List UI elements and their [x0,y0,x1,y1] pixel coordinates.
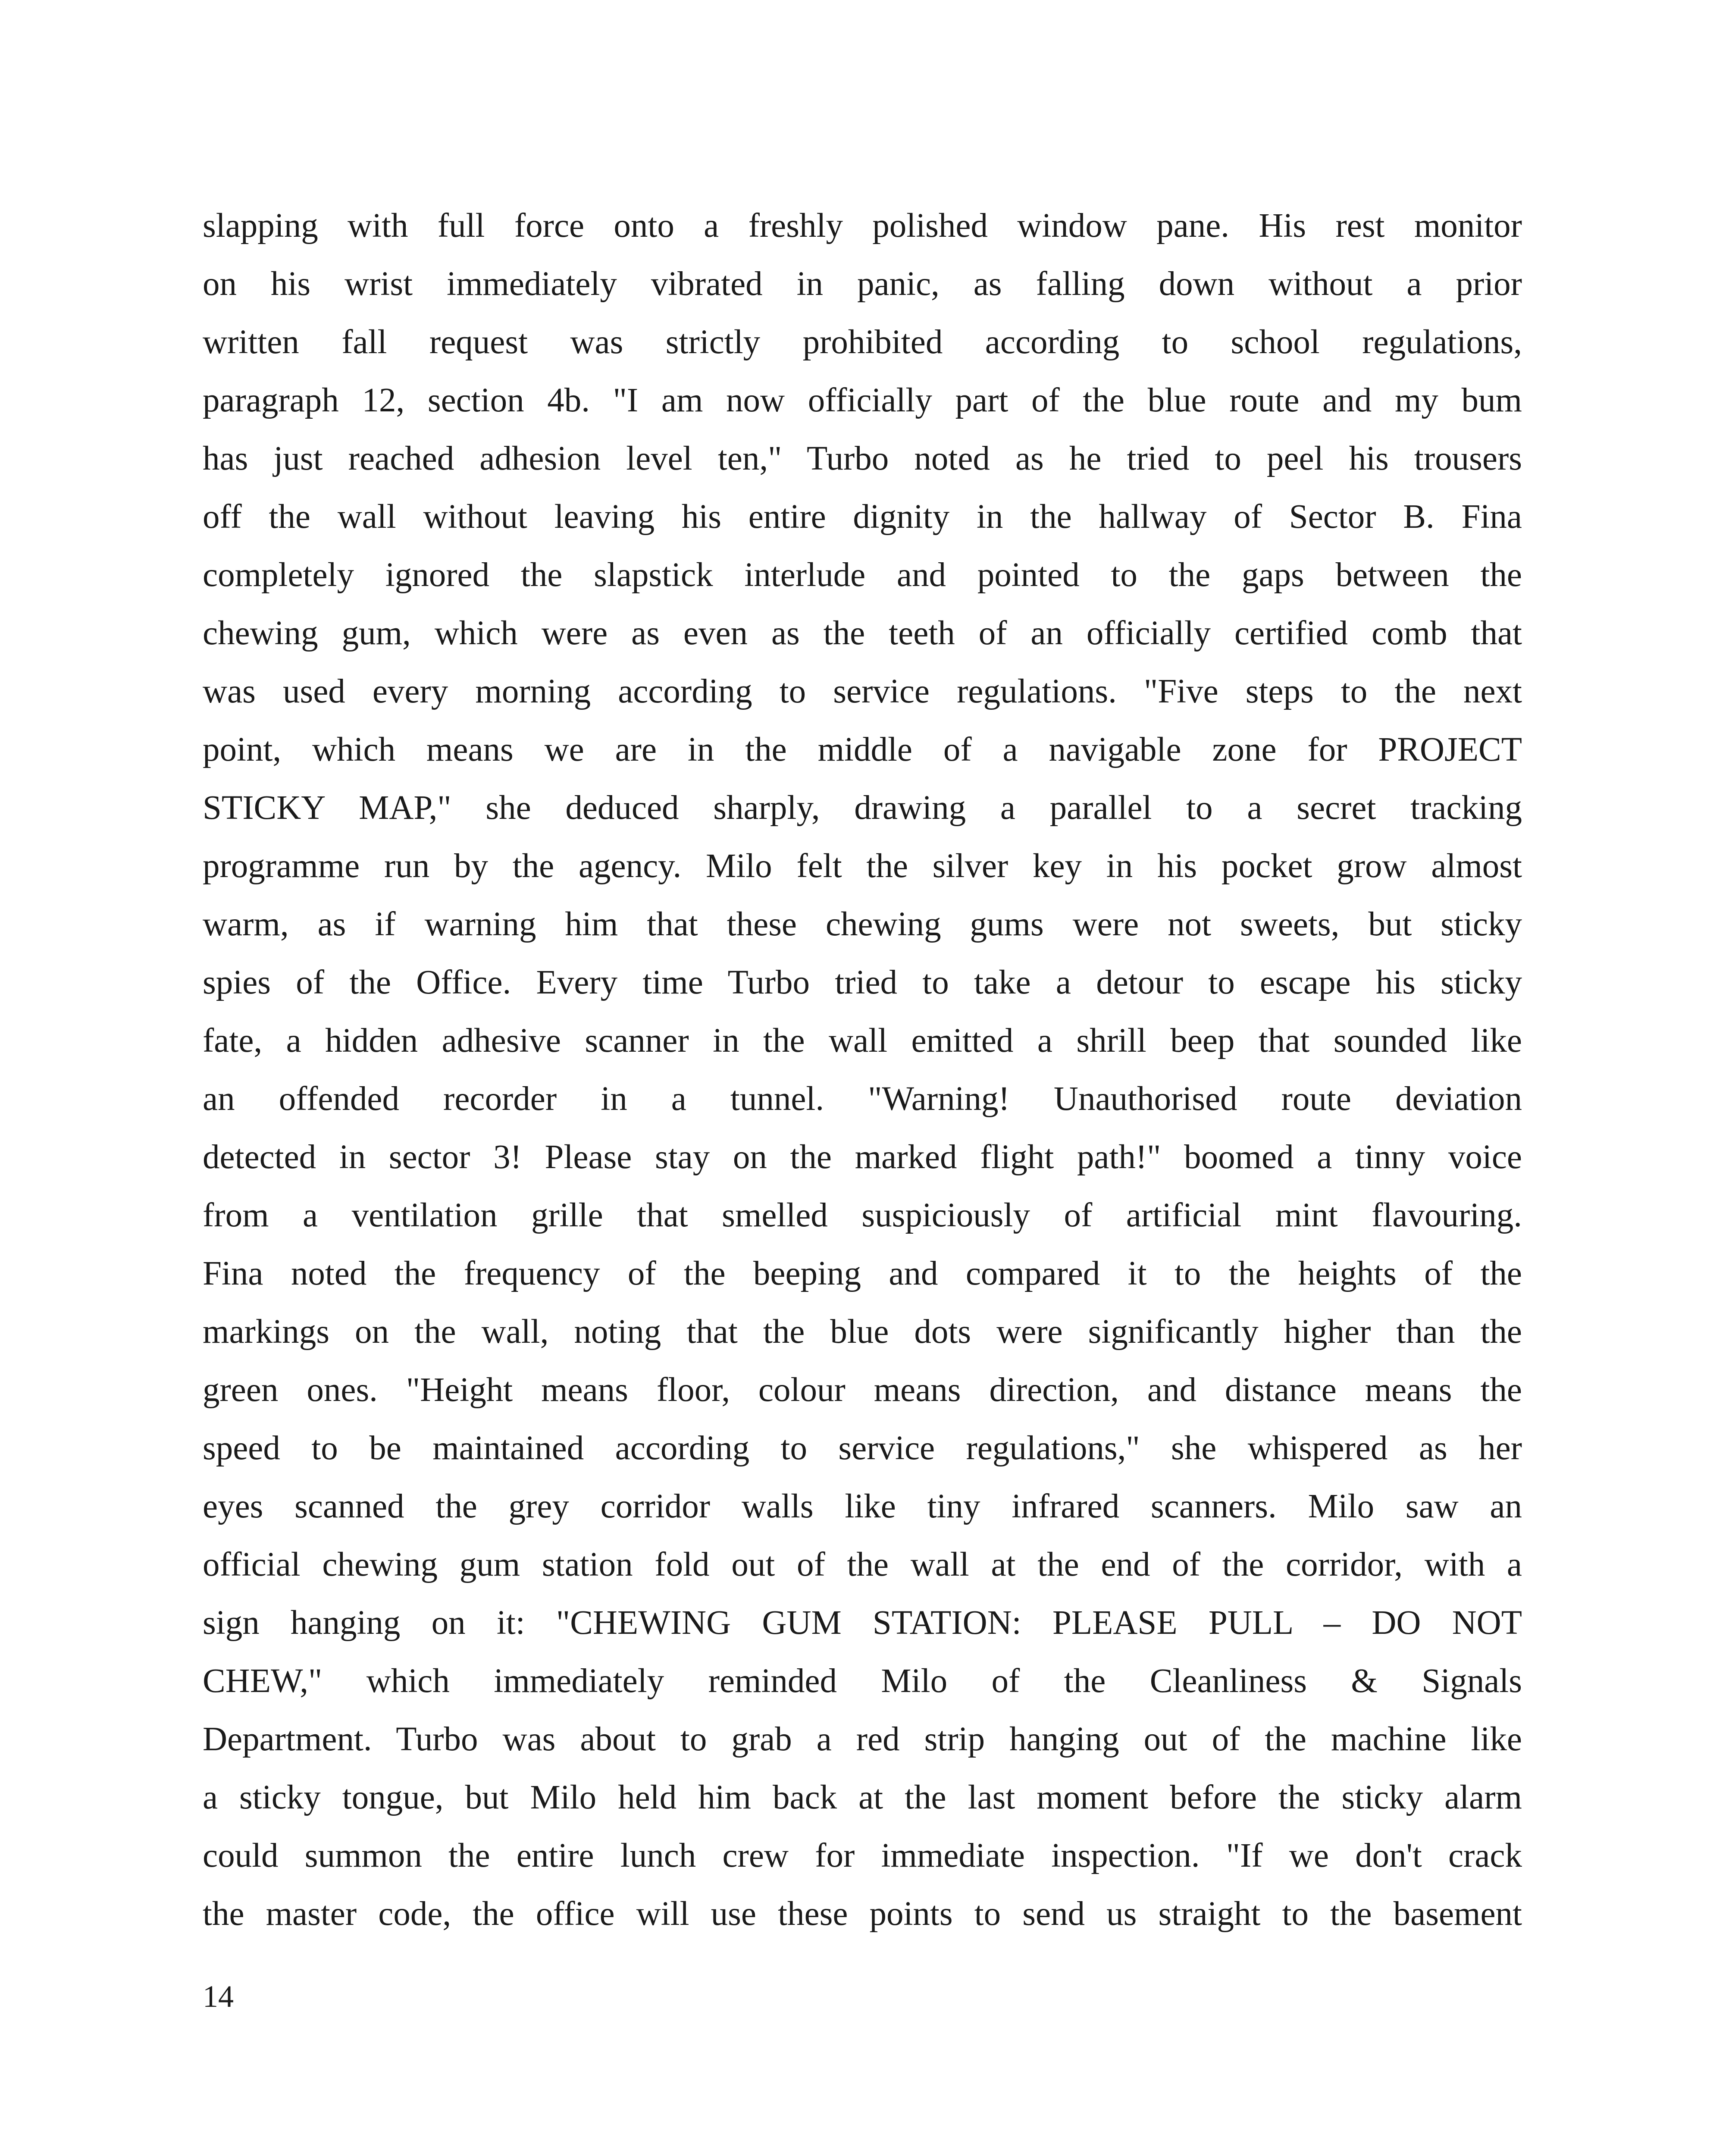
text-line: Department. Turbo was about to grab a red strip hanging out of the machine like [203,1720,1522,1758]
text-line: programme run by the agency. Milo felt the silver key in his pocket grow almost [203,847,1522,885]
text-line: off the wall without leaving his entire dignity in the hallway of Sector B. Fina [203,498,1522,536]
text-line: has just reached adhesion level ten," Turbo noted as he tried to peel his trousers [203,440,1522,477]
text-line: warm, as if warning him that these chewing gums were not sweets, but sticky [203,906,1522,943]
text-line: from a ventilation grille that smelled suspiciously of artificial mint flavouring. [203,1197,1522,1234]
text-line: slapping with full force onto a freshly polished window pane. His rest monitor [203,207,1522,244]
text-line: STICKY MAP," she deduced sharply, drawing a parallel to a secret tracking [203,789,1522,827]
text-line: fate, a hidden adhesive scanner in the wall emitted a shrill beep that sounded like [203,1022,1522,1059]
text-line: official chewing gum station fold out of the wall at the end of the corridor, with a [203,1546,1522,1583]
text-line: green ones. "Height means floor, colour means direction, and distance means the [203,1371,1522,1409]
text-line: written fall request was strictly prohibited according to school regulations, [203,323,1522,361]
text-line: Fina noted the frequency of the beeping and compared it to the heights of the [203,1255,1522,1292]
text-line: on his wrist immediately vibrated in panic, as falling down without a prior [203,265,1522,303]
text-line: sign hanging on it: "CHEWING GUM STATION: PLEASE PULL – DO NOT [203,1604,1522,1642]
text-line: paragraph 12, section 4b. "I am now officially part of the blue route and my bum [203,382,1522,419]
text-line: eyes scanned the grey corridor walls like tiny infrared scanners. Milo saw an [203,1488,1522,1525]
text-line: chewing gum, which were as even as the teeth of an officially certified comb that [203,614,1522,652]
text-line: point, which means we are in the middle of a navigable zone for PROJECT [203,731,1522,768]
text-line: a sticky tongue, but Milo held him back at the last moment before the sticky alarm [203,1779,1522,1816]
text-line: the master code, the office will use these points to send us straight to the basement [203,1895,1522,1933]
text-line: speed to be maintained according to service regulations," she whispered as her [203,1429,1522,1467]
page-number: 14 [203,1979,234,2014]
body-text [203,197,1522,1943]
text-line: detected in sector 3! Please stay on the marked flight path!" boomed a tinny voice [203,1138,1522,1176]
text-line: markings on the wall, noting that the blue dots were significantly higher than the [203,1313,1522,1351]
text-line: completely ignored the slapstick interlude and pointed to the gaps between the [203,556,1522,594]
text-line: an offended recorder in a tunnel. "Warning! Unauthorised route deviation [203,1080,1522,1118]
text-line: was used every morning according to service regulations. "Five steps to the next [203,673,1522,710]
text-line: CHEW," which immediately reminded Milo of the Cleanliness & Signals [203,1662,1522,1700]
text-line: could summon the entire lunch crew for immediate inspection. "If we don't crack [203,1837,1522,1874]
text-line: spies of the Office. Every time Turbo tried to take a detour to escape his sticky [203,964,1522,1001]
